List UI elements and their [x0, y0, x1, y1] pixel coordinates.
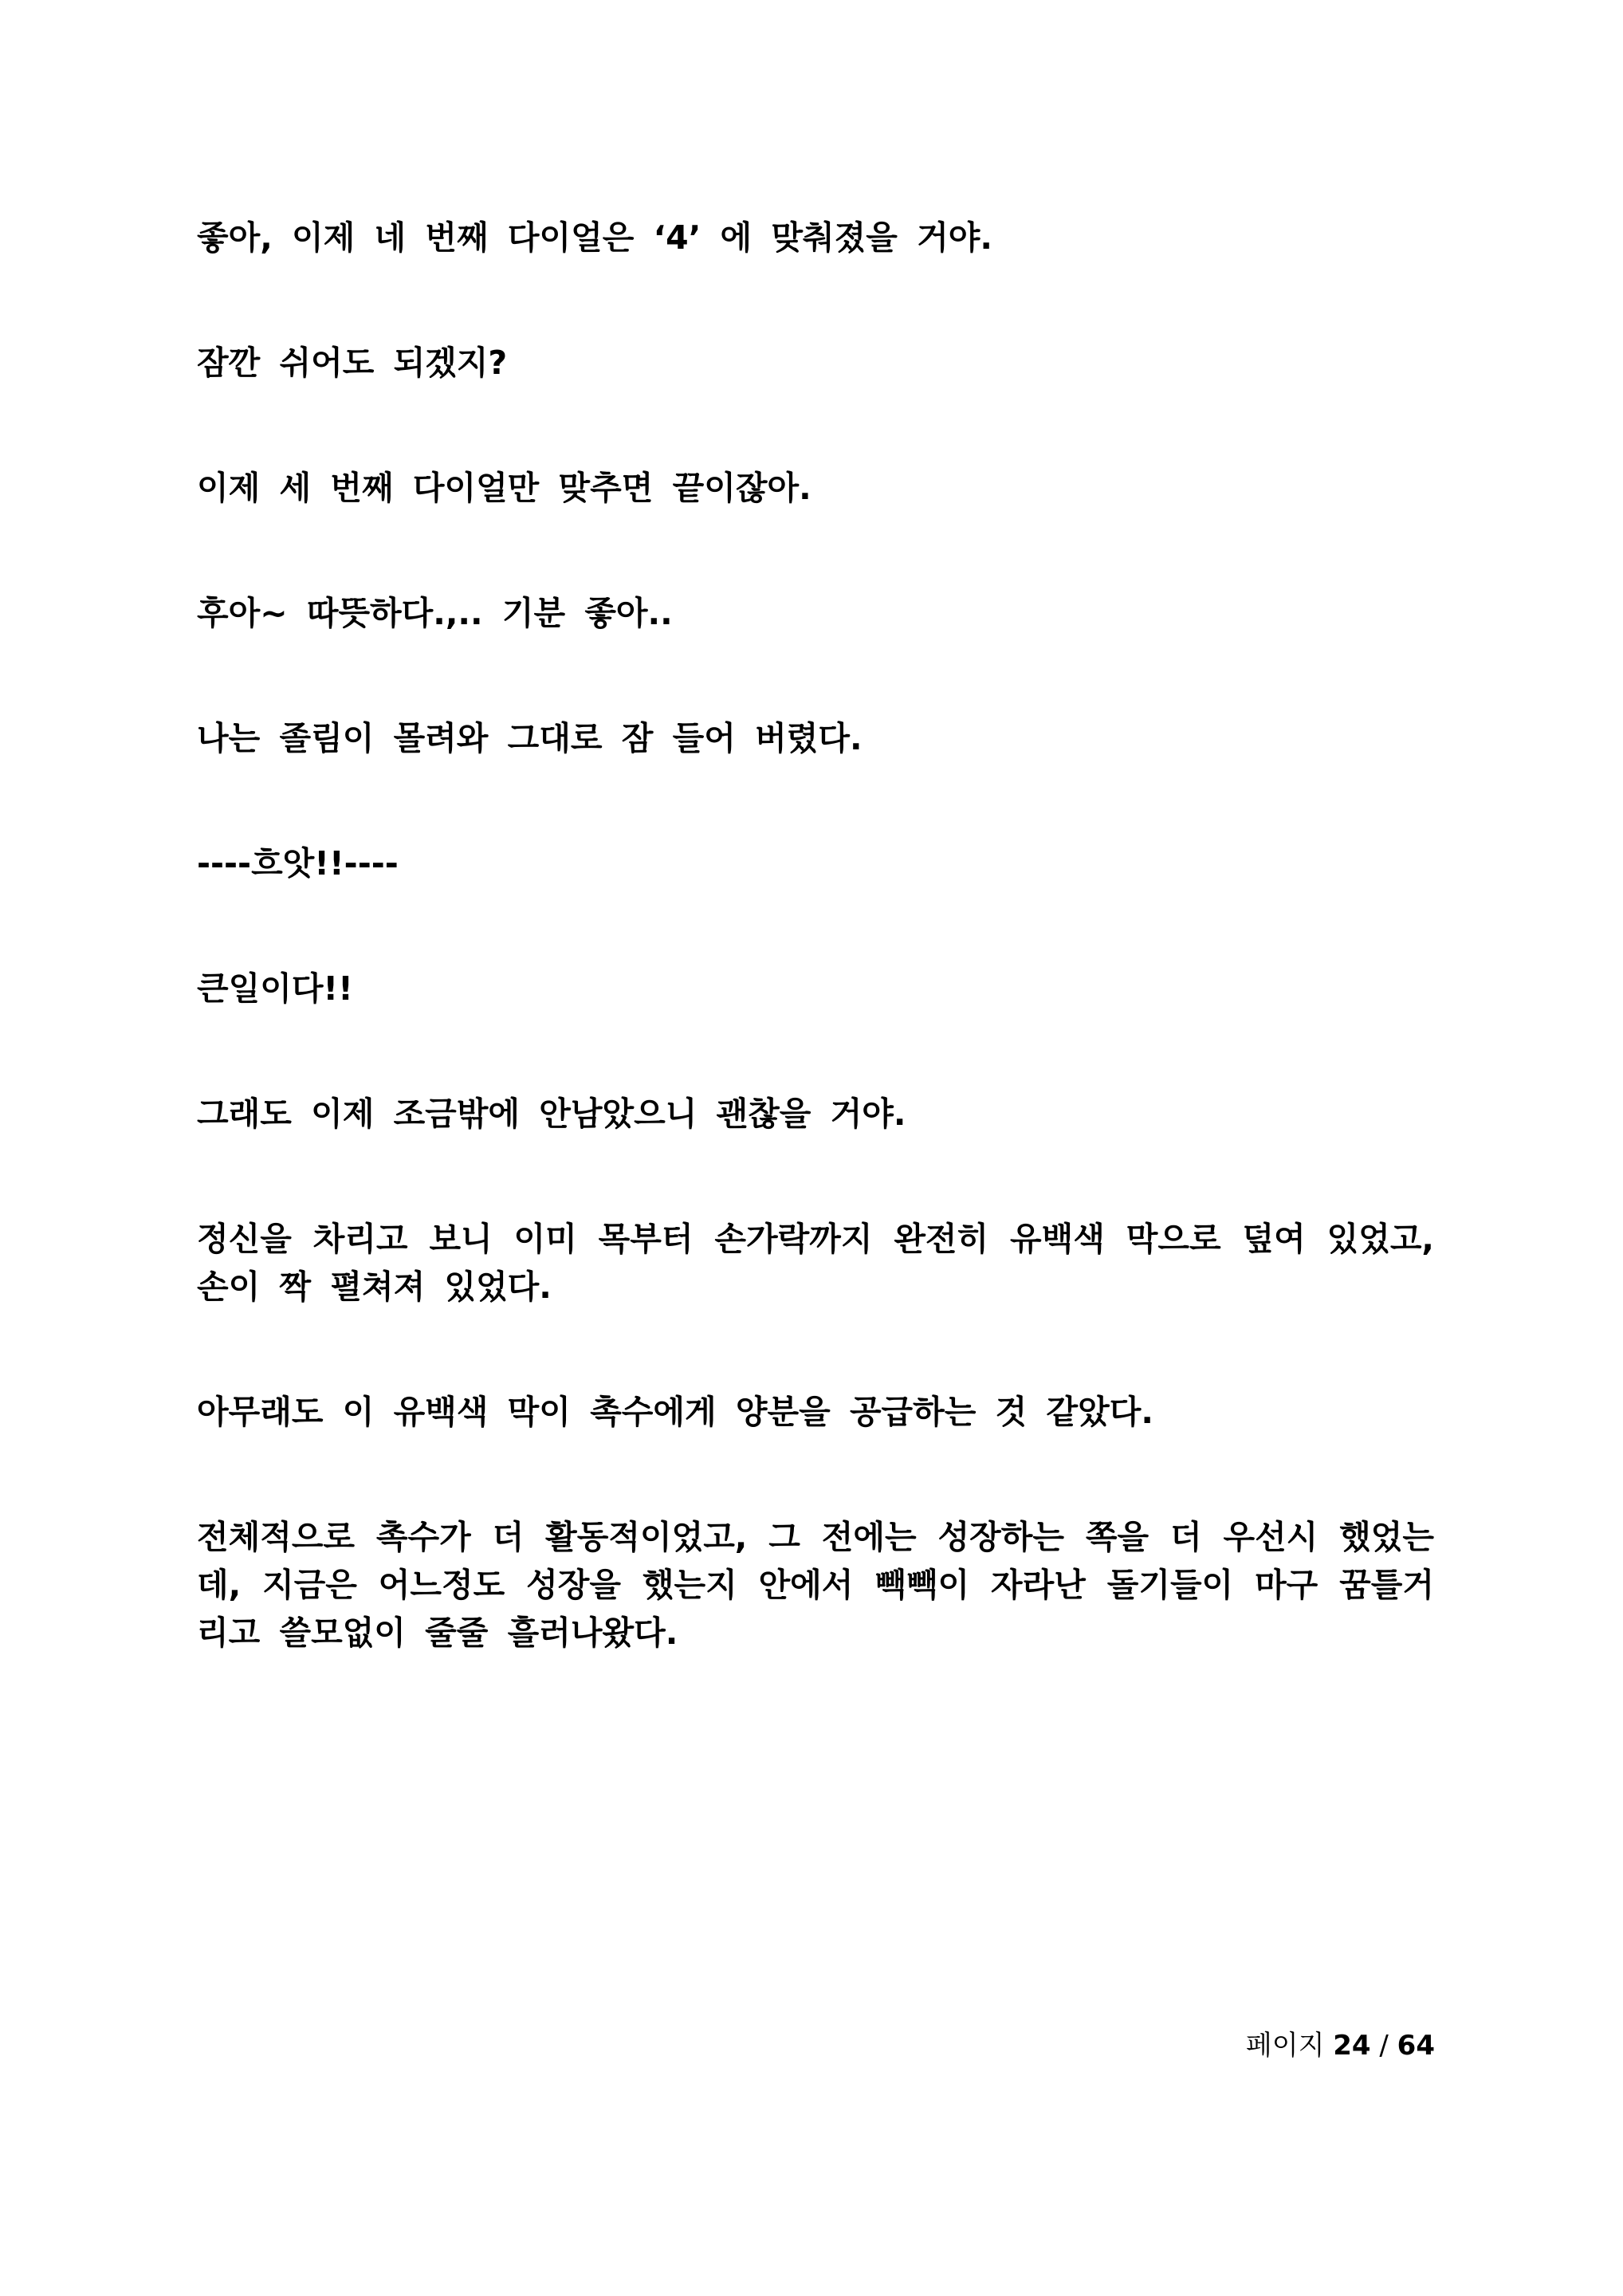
paragraph: 그래도 이제 조금밖에 안남았으니 괜찮을 거야. [197, 1095, 906, 1133]
body-text [197, 214, 1434, 1734]
paragraph: 후아~ 따뜻하다.,.. 기분 좋아.. [197, 594, 673, 632]
current-page-number: 24 [1333, 2030, 1371, 2062]
paragraph: 정신을 차리고 보니 이미 목부터 손가락까지 완전히 유백색 막으로 덮여 있었고, 손이 짝 펼쳐져 있었다. [197, 1220, 1434, 1306]
paragraph: 전체적으로 촉수가 더 활동적이었고, 그 전에는 성장하는 쪽을 더 우선시 했었는데, 지금은 어느정도 성장을 했는지 안에서 빽빽이 자라난 돌기들이 마구 꿈틀거리고 쓸모없이 줄줄 흘러나왔다. [197, 1518, 1434, 1652]
total-page-count: 64 [1397, 2030, 1435, 2062]
paragraph: 좋아, 이제 네 번째 다이얼은 ‘4’ 에 맞춰졌을 거야. [197, 218, 992, 257]
paragraph: 이제 세 번째 다이얼만 맞추면 끝이잖아. [197, 469, 812, 507]
paragraph: 큰일이다!! [197, 969, 353, 1008]
page-separator: / [1379, 2030, 1389, 2062]
paragraph: ----흐앗!!---- [197, 844, 399, 883]
paragraph: 잠깐 쉬어도 되겠지? [197, 344, 508, 382]
paragraph: 나는 졸림이 몰려와 그대로 잠 들어 버렸다. [197, 719, 863, 757]
page-footer [1246, 2023, 1435, 2062]
paragraph: 아무래도 이 유백색 막이 촉수에게 양분을 공급하는 것 같았다. [197, 1393, 1153, 1431]
page-label: 페이지 [1245, 2030, 1325, 2062]
